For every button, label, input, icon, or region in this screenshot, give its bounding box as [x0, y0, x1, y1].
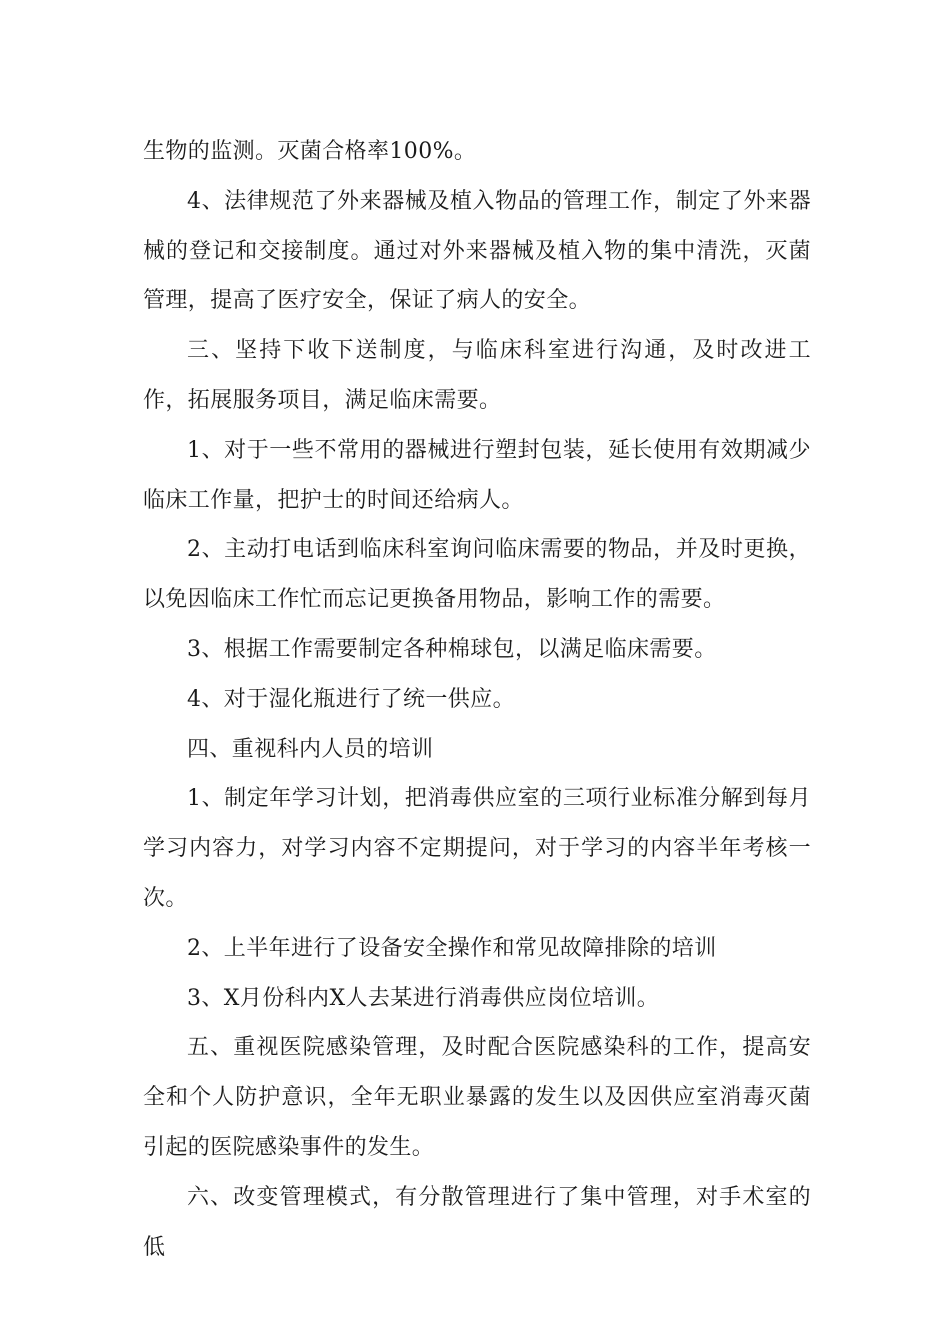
paragraph-2: 4、法律规范了外来器械及植入物品的管理工作，制定了外来器械的登记和交接制度。通过对外来器械及植入物的集中清洗，灭菌管理，提高了医疗安全，保证了病人的安全。 [143, 188, 811, 314]
paragraph-5: 2、主动打电话到临床科室询问临床需要的物品，并及时更换，以免因临床工作忙而忘记更换备用物品，影响工作的需要。 [143, 537, 811, 613]
paragraph-7: 4、对于湿化瓶进行了统一供应。 [187, 686, 515, 712]
paragraph-9: 1、制定年学习计划，把消毒供应室的三项行业标准分解到每月学习内容力，对学习内容不定期提问，对于学习的内容半年考核一次。 [143, 786, 811, 911]
paragraph-10: 2、上半年进行了设备安全操作和常见故障排除的培训 [187, 935, 717, 961]
paragraph-12: 五、重视医院感染管理，及时配合医院感染科的工作，提高安全和个人防护意识，全年无职业暴露的发生以及因供应室消毒灭菌引起的医院感染事件的发生。 [143, 1035, 811, 1160]
paragraph-6: 3、根据工作需要制定各种棉球包，以满足临床需要。 [187, 636, 717, 662]
document-body [143, 127, 811, 1272]
section-heading-4: 四、重视科内人员的培训 [187, 736, 434, 762]
paragraph-13: 六、改变管理模式，有分散管理进行了集中管理，对手术室的低 [143, 1184, 811, 1260]
paragraph-4: 1、对于一些不常用的器械进行塑封包装，延长使用有效期减少临床工作量，把护士的时间还给病人。 [143, 437, 811, 513]
paragraph-1: 生物的监测。灭菌合格率100%。 [143, 139, 477, 164]
paragraph-3: 三、坚持下收下送制度，与临床科室进行沟通，及时改进工作，拓展服务项目，满足临床需要。 [143, 338, 811, 413]
paragraph-11: 3、X月份科内X人去某进行消毒供应岗位培训。 [187, 985, 660, 1011]
